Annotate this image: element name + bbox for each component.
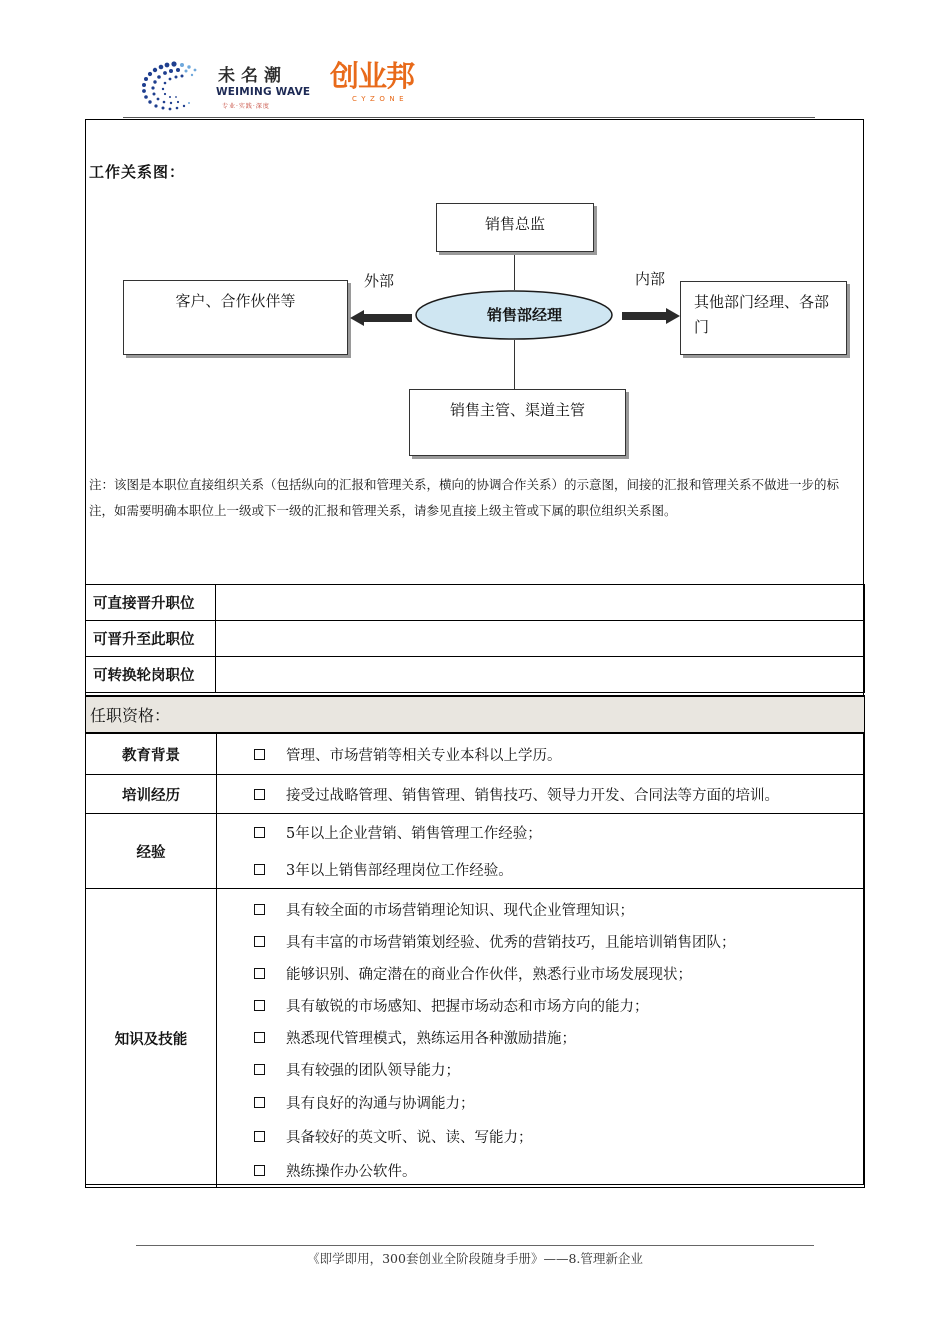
brand-name-en: WEIMING WAVE bbox=[216, 86, 311, 98]
list-item bbox=[217, 925, 864, 957]
checkbox-icon bbox=[254, 904, 265, 915]
promotion-label: 可晋升至此职位 bbox=[86, 621, 216, 657]
brand-tagline: 专业·实践·深度 bbox=[222, 103, 270, 110]
cyzone-logo-cn: 创业邦 bbox=[330, 59, 415, 93]
checkbox-icon bbox=[254, 789, 265, 800]
arrow-left-icon bbox=[350, 309, 412, 327]
header-divider bbox=[123, 117, 815, 118]
list-item bbox=[217, 893, 864, 925]
checkbox-icon bbox=[254, 827, 265, 838]
qualification-items bbox=[217, 775, 865, 814]
promotion-label: 可转换轮岗职位 bbox=[86, 657, 216, 693]
item-text: 能够识别、确定潜在的商业合作伙伴，熟悉行业市场发展现状； bbox=[286, 966, 692, 983]
promotion-table bbox=[85, 584, 865, 693]
page-footer: 《即学即用，300套创业全阶段随身手册》——8.管理新企业 bbox=[307, 1251, 643, 1266]
org-box-bottom-label: 销售主管、渠道主管 bbox=[449, 401, 585, 419]
section-title: 工作关系图： bbox=[89, 163, 186, 181]
list-item bbox=[217, 1153, 864, 1187]
checkbox-icon bbox=[254, 968, 265, 979]
promotion-value bbox=[216, 621, 865, 657]
list-item bbox=[217, 1021, 864, 1053]
checkbox-icon bbox=[254, 1064, 265, 1075]
item-text: 具备较好的英文听、说、读、写能力； bbox=[286, 1129, 533, 1146]
org-box-top bbox=[436, 203, 594, 252]
list-item bbox=[217, 851, 864, 888]
org-box-bottom bbox=[409, 389, 626, 456]
item-text: 5年以上企业营销、销售管理工作经验； bbox=[286, 826, 542, 842]
weiming-wave-logo-icon bbox=[134, 56, 214, 116]
chart-note: 注：该图是本职位直接组织关系（包括纵向的汇报和管理关系，横向的协调合作关系）的示意图，间接的汇报和管理关系不做进一步的标注，如需要明确本职位上一级或下一级的汇报和管理关系，请参见直接上级主管或下属的职位组织关系图。 bbox=[89, 477, 840, 518]
qualification-items bbox=[217, 889, 865, 1188]
list-item bbox=[217, 1119, 864, 1153]
promotion-value bbox=[216, 585, 865, 621]
qualification-category: 教育背景 bbox=[86, 734, 217, 775]
list-item bbox=[217, 775, 864, 813]
list-item bbox=[217, 989, 864, 1021]
item-text: 具有较强的团队领导能力； bbox=[286, 1062, 460, 1079]
table-row bbox=[86, 621, 865, 657]
qualification-items bbox=[217, 814, 865, 889]
cyzone-logo-en: CYZONE bbox=[352, 95, 409, 103]
item-text: 具有良好的沟通与协调能力； bbox=[286, 1095, 475, 1112]
checkbox-icon bbox=[254, 1032, 265, 1043]
checkbox-icon bbox=[254, 864, 265, 875]
item-text: 具有敏锐的市场感知、把握市场动态和市场方向的能力； bbox=[286, 998, 649, 1015]
item-text: 接受过战略管理、销售管理、销售技巧、领导力开发、合同法等方面的培训。 bbox=[286, 787, 779, 804]
list-item bbox=[217, 1053, 864, 1085]
footer-divider bbox=[136, 1245, 814, 1246]
qualification-header: 任职资格： bbox=[85, 695, 865, 733]
external-label: 外部 bbox=[364, 272, 395, 290]
org-box-left-label: 客户、合作伙伴等 bbox=[175, 292, 296, 310]
table-row bbox=[86, 775, 865, 814]
org-box-right bbox=[680, 281, 847, 355]
internal-label: 内部 bbox=[635, 270, 666, 288]
item-text: 具有较全面的市场营销理论知识、现代企业管理知识； bbox=[286, 902, 634, 919]
table-row bbox=[86, 734, 865, 775]
item-text: 熟练操作办公软件。 bbox=[286, 1163, 417, 1180]
checkbox-icon bbox=[254, 1097, 265, 1108]
list-item bbox=[217, 814, 864, 851]
checkbox-icon bbox=[254, 1165, 265, 1176]
org-box-top-label: 销售总监 bbox=[484, 215, 545, 233]
qualification-items bbox=[217, 734, 865, 775]
org-box-right-label: 其他部门经理、各部门 bbox=[694, 293, 830, 336]
table-row bbox=[86, 814, 865, 889]
item-text: 具有丰富的市场营销策划经验、优秀的营销技巧，且能培训销售团队； bbox=[286, 934, 736, 951]
qualification-category: 培训经历 bbox=[86, 775, 217, 814]
checkbox-icon bbox=[254, 1131, 265, 1142]
org-box-left bbox=[123, 280, 348, 355]
list-item bbox=[217, 734, 864, 774]
checkbox-icon bbox=[254, 936, 265, 947]
checkbox-icon bbox=[254, 749, 265, 760]
qualification-table bbox=[85, 733, 865, 1188]
item-text: 熟悉现代管理模式，熟练运用各种激励措施； bbox=[286, 1030, 576, 1047]
table-row bbox=[86, 657, 865, 693]
list-item bbox=[217, 957, 864, 989]
connector-top bbox=[514, 252, 515, 290]
list-item bbox=[217, 1085, 864, 1119]
table-row bbox=[86, 889, 865, 1188]
checkbox-icon bbox=[254, 1000, 265, 1011]
promotion-label: 可直接晋升职位 bbox=[86, 585, 216, 621]
table-row bbox=[86, 585, 865, 621]
connector-bottom bbox=[514, 340, 515, 389]
qualification-category: 知识及技能 bbox=[86, 889, 217, 1188]
brand-name-cn: 未名潮 bbox=[218, 66, 287, 86]
qualification-category: 经验 bbox=[86, 814, 217, 889]
org-center-label: 销售部经理 bbox=[487, 306, 563, 324]
promotion-value bbox=[216, 657, 865, 693]
item-text: 管理、市场营销等相关专业本科以上学历。 bbox=[286, 747, 562, 764]
arrow-right-icon bbox=[622, 307, 680, 325]
item-text: 3年以上销售部经理岗位工作经验。 bbox=[286, 863, 513, 879]
